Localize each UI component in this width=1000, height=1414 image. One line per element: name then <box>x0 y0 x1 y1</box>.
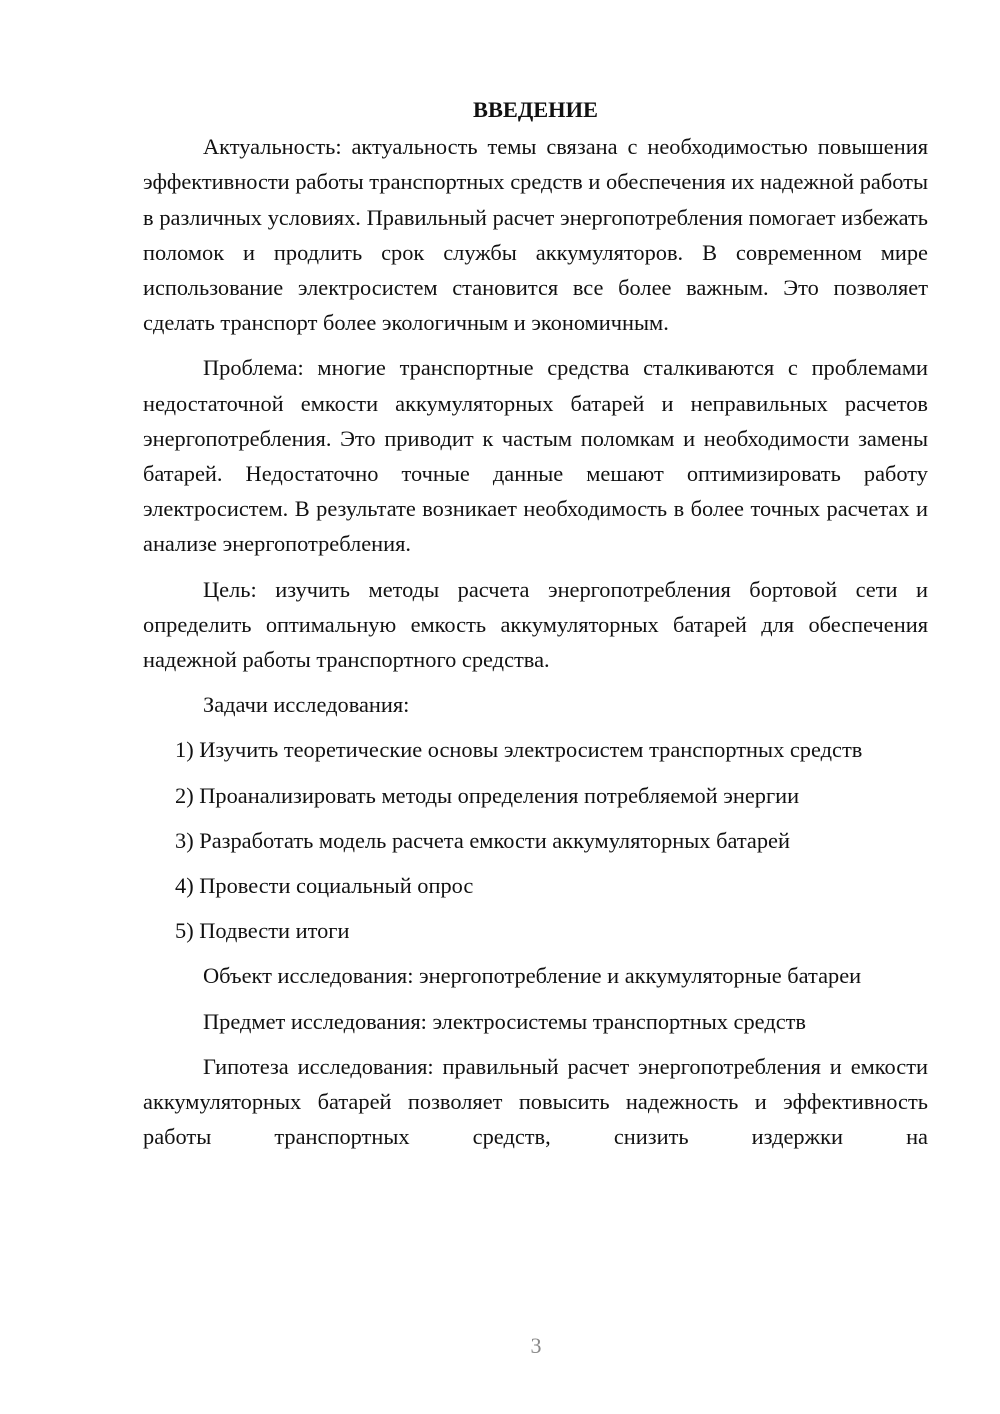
section-heading: ВВЕДЕНИЕ <box>473 97 598 122</box>
document-page <box>143 92 928 1164</box>
tasks-title: Задачи исследования: <box>203 692 410 718</box>
page-number: 3 <box>530 1333 542 1358</box>
paragraph-goal: Цель: изучить методы расчета энергопотребления бортовой сети и определить оптимальную емкость аккумуляторных батарей для обеспечения надежной работы транспортного средства. <box>143 576 928 673</box>
task-item: 2) Проанализировать методы определения потребляемой энергии <box>175 782 800 808</box>
task-item: 3) Разработать модель расчета емкости аккумуляторных батарей <box>175 827 790 853</box>
paragraph-problem: Проблема: многие транспортные средства сталкиваются с проблемами недостаточной емкости аккумуляторных батарей и неправильных расчетов энергопотребления. Это приводит к частым поломкам и необходимости замены батарей. Недостаточно точные данные мешают оптимизировать работу электросистем. В результате возникает необходимость в более точных расчетах и анализе энергопотребления. <box>143 355 928 557</box>
paragraph-object: Объект исследования: энергопотребление и аккумуляторные батареи <box>203 963 862 989</box>
task-item: 4) Провести социальный опрос <box>175 873 474 899</box>
task-item: 1) Изучить теоретические основы электросистем транспортных средств <box>175 737 863 763</box>
paragraph-hypothesis: Гипотеза исследования: правильный расчет энергопотребления и емкости аккумуляторных батарей позволяет повысить надежность и эффективность работы транспортных средств, снизить издержки на <box>143 1053 928 1150</box>
paragraph-relevance: Актуальность: актуальность темы связана с необходимостью повышения эффективности работы транспортных средств и обеспечения их надежной работы в различных условиях. Правильный расчет энергопотребления помогает избежать поломок и продлить срок службы аккумуляторов. В современном мире использование электросистем становится все более важным. Это позволяет сделать транспорт более экологичным и экономичным. <box>143 134 928 336</box>
task-item: 5) Подвести итоги <box>175 918 350 944</box>
paragraph-subject: Предмет исследования: электросистемы транспортных средств <box>203 1008 807 1034</box>
